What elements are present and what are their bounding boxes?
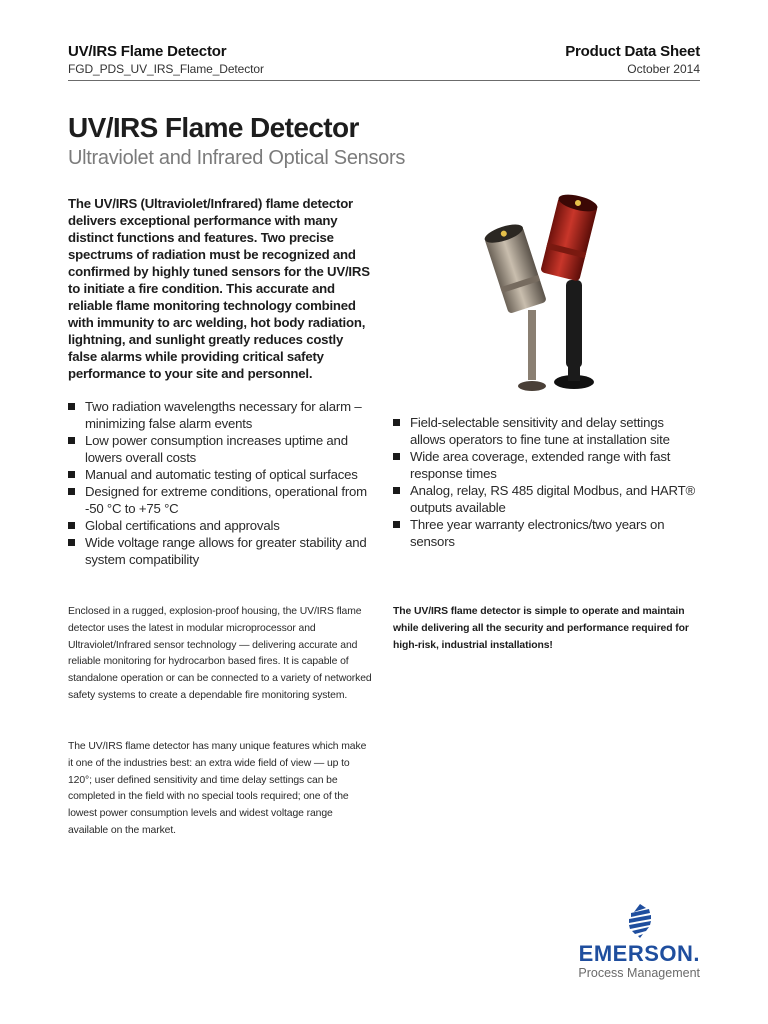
list-item <box>68 432 368 466</box>
bullet-square-icon <box>393 521 400 528</box>
list-item <box>393 516 698 550</box>
emerson-globe-icon <box>626 903 654 939</box>
list-item <box>68 466 368 483</box>
feature-text: Wide area coverage, extended range with fast response times <box>410 449 671 481</box>
bullet-square-icon <box>68 539 75 546</box>
feature-text: Two radiation wavelengths necessary for alarm – minimizing false alarm events <box>85 399 362 431</box>
feature-text: Analog, relay, RS 485 digital Modbus, and HART® outputs available <box>410 483 695 515</box>
bullet-square-icon <box>393 453 400 460</box>
flame-detector-product-photo <box>470 190 620 400</box>
feature-text: Three year warranty electronics/two years on sensors <box>410 517 665 549</box>
bullet-square-icon <box>68 522 75 529</box>
header-right <box>565 43 700 76</box>
header-document-code: FGD_PDS_UV_IRS_Flame_Detector <box>68 62 264 76</box>
feature-list-left <box>68 398 368 568</box>
feature-text: Designed for extreme conditions, operational from -50 °C to +75 °C <box>85 484 367 516</box>
logo-wordmark: EMERSON. <box>578 941 700 966</box>
bullet-square-icon <box>68 437 75 444</box>
list-item <box>68 398 368 432</box>
bullet-square-icon <box>68 403 75 410</box>
logo-division: Process Management <box>578 966 700 980</box>
feature-text: Wide voltage range allows for greater stability and system compatibility <box>85 535 367 567</box>
intro-paragraph: The UV/IRS (Ultraviolet/Infrared) flame detector delivers exceptional performance with many distinct functions and features. Two precise spectrums of radiation must be recognized and confirmed by highly tuned sensors for the UV/IRS to initiate a fire condition. This accurate and reliable flame monitoring technology combined with immunity to arc welding, hot body radiation, lightning, and sunlight greatly reduces costly false alarms while providing critical safety performance to your site and personnel. <box>68 196 370 381</box>
feature-text: Field-selectable sensitivity and delay settings allows operators to fine tune at installation site <box>410 415 670 447</box>
feature-list-right <box>393 414 698 550</box>
feature-text: Global certifications and approvals <box>85 518 280 533</box>
header-product-name: UV/IRS Flame Detector <box>68 43 227 60</box>
header-divider <box>68 80 700 81</box>
body-paragraph-1: Enclosed in a rugged, explosion-proof housing, the UV/IRS flame detector uses the latest in modular microprocessor and Ultraviolet/Infrared sensor technology — delivering accurate and reliable monitoring for hydrocarbon based fires. It is capable of standalone operation or can be connected to a variety of networked safety systems to create a dependable fire monitoring system. <box>68 606 372 701</box>
list-item <box>68 483 368 517</box>
body-paragraph-2: The UV/IRS flame detector has many unique features which make it one of the industries best: an extra wide field of view — up to 120°; user defined sensitivity and time delay settings can be completed in the field with no special tools required; one of the lowest power consumption levels and widest voltage range available on the market. <box>68 741 367 836</box>
list-item <box>393 482 698 516</box>
header-document-type: Product Data Sheet <box>565 43 700 60</box>
emerson-logo <box>550 903 700 980</box>
highlight-paragraph: The UV/IRS flame detector is simple to operate and maintain while delivering all the security and performance required for high-risk, industrial installations! <box>393 606 689 651</box>
page-title: UV/IRS Flame Detector <box>68 112 359 143</box>
feature-text: Low power consumption increases uptime and lowers overall costs <box>85 433 348 465</box>
bullet-square-icon <box>68 471 75 478</box>
list-item <box>393 448 698 482</box>
header-left <box>68 43 264 76</box>
bullet-square-icon <box>393 419 400 426</box>
feature-text: Manual and automatic testing of optical surfaces <box>85 467 358 482</box>
list-item <box>68 517 368 534</box>
header-date: October 2014 <box>627 62 700 76</box>
bullet-square-icon <box>68 488 75 495</box>
list-item <box>393 414 698 448</box>
list-item <box>68 534 368 568</box>
page-subtitle: Ultraviolet and Infrared Optical Sensors <box>68 147 406 169</box>
bullet-square-icon <box>393 487 400 494</box>
